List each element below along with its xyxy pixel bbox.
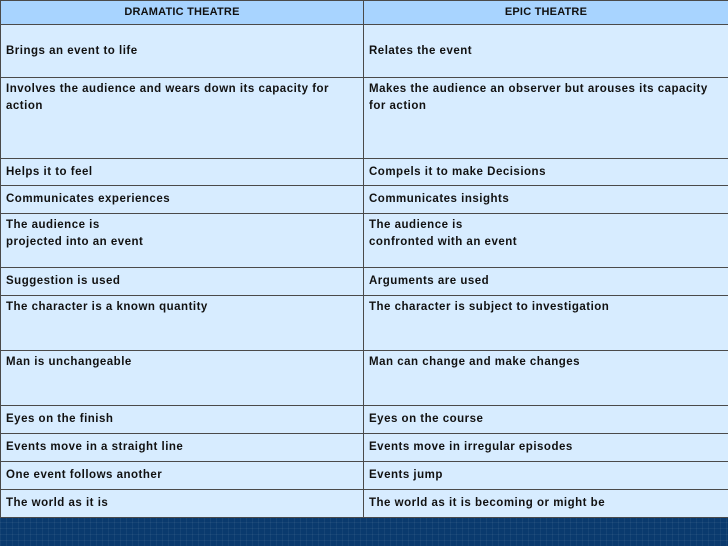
epic-cell: Events move in irregular episodes bbox=[364, 434, 728, 462]
table-row bbox=[1, 78, 728, 159]
dramatic-cell: The world as it is bbox=[1, 490, 364, 518]
dramatic-cell: Eyes on the finish bbox=[1, 406, 364, 434]
dramatic-cell: Man is unchangeable bbox=[1, 351, 364, 406]
table-row bbox=[1, 25, 728, 78]
epic-cell: The character is subject to investigation bbox=[364, 296, 728, 351]
epic-cell: Makes the audience an observer but arouses its capacity for action bbox=[364, 78, 728, 159]
epic-cell: Compels it to make Decisions bbox=[364, 159, 728, 186]
dramatic-cell: Involves the audience and wears down its capacity for action bbox=[1, 78, 364, 159]
table-row bbox=[1, 462, 728, 490]
header-dramatic-theatre: DRAMATIC THEATRE bbox=[1, 1, 364, 25]
dramatic-cell: Helps it to feel bbox=[1, 159, 364, 186]
table-row bbox=[1, 186, 728, 214]
table-row bbox=[1, 159, 728, 186]
epic-cell: Man can change and make changes bbox=[364, 351, 728, 406]
table-row bbox=[1, 296, 728, 351]
epic-cell: The audience is confronted with an event bbox=[364, 214, 728, 268]
dramatic-cell: The character is a known quantity bbox=[1, 296, 364, 351]
header-epic-theatre: EPIC THEATRE bbox=[364, 1, 728, 25]
dramatic-cell: Suggestion is used bbox=[1, 268, 364, 296]
table-row bbox=[1, 490, 728, 518]
table-row bbox=[1, 214, 728, 268]
table-row bbox=[1, 434, 728, 462]
epic-cell: The world as it is becoming or might be bbox=[364, 490, 728, 518]
dramatic-cell: Events move in a straight line bbox=[1, 434, 364, 462]
dramatic-cell: One event follows another bbox=[1, 462, 364, 490]
table-row bbox=[1, 268, 728, 296]
epic-cell: Events jump bbox=[364, 462, 728, 490]
epic-cell: Communicates insights bbox=[364, 186, 728, 214]
epic-cell: Relates the event bbox=[364, 25, 728, 78]
epic-cell: Arguments are used bbox=[364, 268, 728, 296]
epic-cell: Eyes on the course bbox=[364, 406, 728, 434]
dramatic-cell: Brings an event to life bbox=[1, 25, 364, 78]
table-row bbox=[1, 406, 728, 434]
dramatic-cell: The audience is projected into an event bbox=[1, 214, 364, 268]
header-row bbox=[1, 1, 728, 25]
dramatic-cell: Communicates experiences bbox=[1, 186, 364, 214]
table-row bbox=[1, 351, 728, 406]
